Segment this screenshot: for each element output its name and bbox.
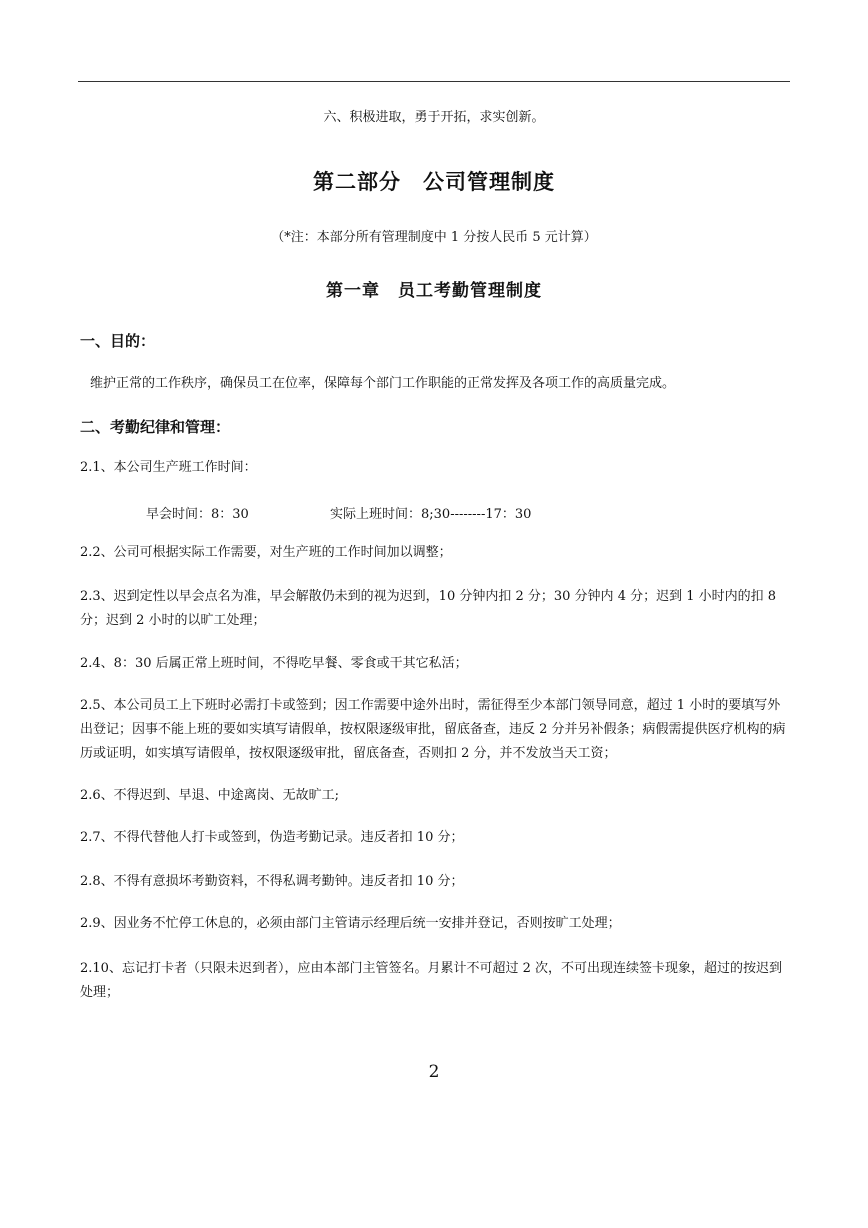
part-note: （*注：本部分所有管理制度中 1 分按人民币 5 元计算） bbox=[271, 230, 597, 245]
clause-2-9: 2.9、因业务不忙停工休息的，必须由部门主管请示经理后统一安排并登记，否则按旷工处理； bbox=[80, 916, 621, 931]
clause-2-6: 2.6、不得迟到、早退、中途离岗、无故旷工; bbox=[80, 788, 340, 803]
early-meeting-time: 早会时间：8：30 bbox=[146, 507, 249, 522]
intro-line: 六、积极进取，勇于开拓，求实创新。 bbox=[323, 110, 545, 125]
clause-2-5: 2.5、本公司员工上下班时必需打卡或签到；因工作需要中途外出时，需征得至少本部门领导同意，超过 1 小时的要填写外出登记；因事不能上班的要如实填写请假单，按权限逐级审批，留底备查，违反 2 分并另补假条；病假需提供医疗机构的病历或证明，如实填写请假单，按权限逐级审批，留底备查，否则扣 2 分，并不发放当天工资； bbox=[80, 698, 786, 761]
page-number: 2 bbox=[428, 1062, 440, 1082]
section-heading-purpose: 一、目的： bbox=[80, 332, 156, 350]
clause-2-8: 2.8、不得有意损坏考勤资料，不得私调考勤钟。违反者扣 10 分； bbox=[80, 874, 464, 889]
actual-work-hours: 实际上班时间：8;30--------17：30 bbox=[330, 507, 532, 522]
clause-2-1: 2.1、本公司生产班工作时间： bbox=[80, 460, 257, 475]
clause-2-4: 2.4、8：30 后属正常上班时间，不得吃早餐、零食或干其它私活； bbox=[80, 656, 468, 671]
clause-2-2: 2.2、公司可根据实际工作需要，对生产班的工作时间加以调整； bbox=[80, 545, 452, 560]
clause-2-3: 2.3、迟到定性以早会点名为准，早会解散仍未到的视为迟到，10 分钟内扣 2 分；30 分钟内 4 分；迟到 1 小时内的扣 8 分；迟到 2 小时的以旷工处理； bbox=[80, 589, 777, 628]
clause-2-10: 2.10、忘记打卡者（只限未迟到者），应由本部门主管签名。月累计不可超过 2 次，不可出现连续签卡现象，超过的按迟到处理； bbox=[80, 961, 782, 1000]
chapter-title: 第一章 员工考勤管理制度 bbox=[326, 281, 542, 301]
part-title: 第二部分 公司管理制度 bbox=[313, 170, 555, 194]
purpose-body: 维护正常的工作秩序，确保员工在位率，保障每个部门工作职能的正常发挥及各项工作的高质量完成。 bbox=[90, 376, 676, 391]
header-rule bbox=[78, 81, 790, 82]
section-heading-attendance: 二、考勤纪律和管理： bbox=[80, 418, 231, 436]
clause-2-7: 2.7、不得代替他人打卡或签到，伪造考勤记录。违反者扣 10 分； bbox=[80, 830, 464, 845]
